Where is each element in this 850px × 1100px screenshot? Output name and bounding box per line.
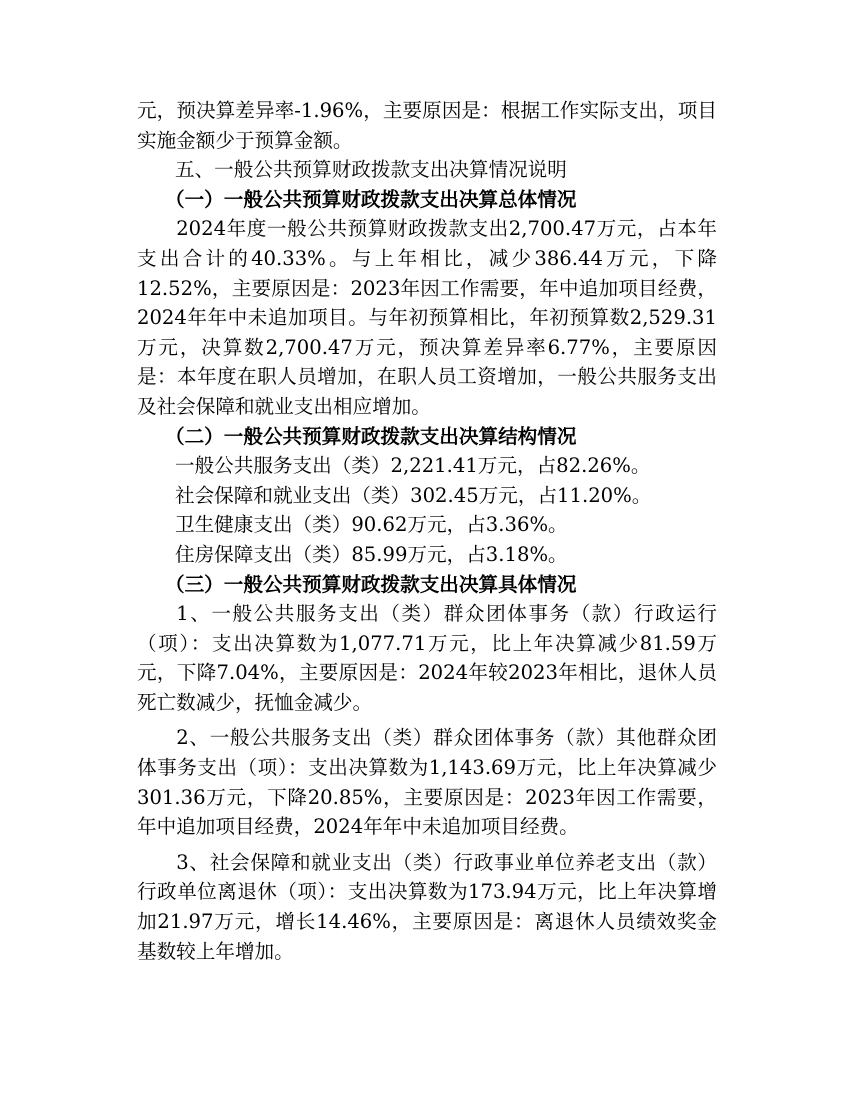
subsection-1-title: （一）一般公共预算财政拨款支出决算总体情况 — [165, 187, 577, 211]
structure-item-social-security: 社会保障和就业支出（类）302.45万元，占11.20%。 — [175, 483, 652, 507]
structure-item-housing: 住房保障支出（类）85.99万元，占3.18%。 — [175, 542, 568, 566]
subsection-2-title: （二）一般公共预算财政拨款支出决算结构情况 — [165, 424, 577, 448]
structure-item-general-public-service: 一般公共服务支出（类）2,221.41万元，占82.26%。 — [175, 454, 651, 478]
continuation-paragraph: 元，预决算差异率-1.96%，主要原因是：根据工作实际支出，项目实施金额少于预算金额。 — [137, 99, 717, 152]
detail-item-3: 3、社会保障和就业支出（类）行政事业单位养老支出（款）行政单位离退休（项）：支出决算数为173.94万元，比上年决算增加21.97万元，增长14.46%，主要原因是：离退休人员绩效奖金基数较上年增加。 — [137, 850, 717, 963]
subsection-3-title: （三）一般公共预算财政拨款支出决算具体情况 — [165, 572, 577, 596]
detail-item-2: 2、一般公共服务支出（类）群众团体事务（款）其他群众团体事务支出（项）：支出决算数为1,143.69万元，比上年决算减少301.36万元，下降20.85%，主要原因是：2023年因工作需要，年中追加项目经费，2024年年中未追加项目经费。 — [137, 726, 717, 839]
subsection-1-body: 2024年度一般公共预算财政拨款支出2,700.47万元，占本年支出合计的40.33%。与上年相比，减少386.44万元，下降12.52%，主要原因是：2023年因工作需要，年中追加项目经费，2024年年中未追加项目。与年初预算相比，年初预算数2,529.31万元，决算数2,700.47万元，预决算差异率6.77%，主要原因是：本年度在职人员增加，在职人员工资增加，一般公共服务支出及社会保障和就业支出相应增加。 — [137, 217, 717, 418]
structure-item-health: 卫生健康支出（类）90.62万元，占3.36%。 — [175, 513, 568, 537]
section-title: 五、一般公共预算财政拨款支出决算情况说明 — [175, 158, 567, 182]
document-page — [137, 96, 717, 966]
detail-item-1: 1、一般公共服务支出（类）群众团体事务（款）行政运行（项）：支出决算数为1,077.71万元，比上年决算减少81.59万元，下降7.04%，主要原因是：2024年较2023年相比，退休人员死亡数减少，抚恤金减少。 — [137, 602, 717, 714]
